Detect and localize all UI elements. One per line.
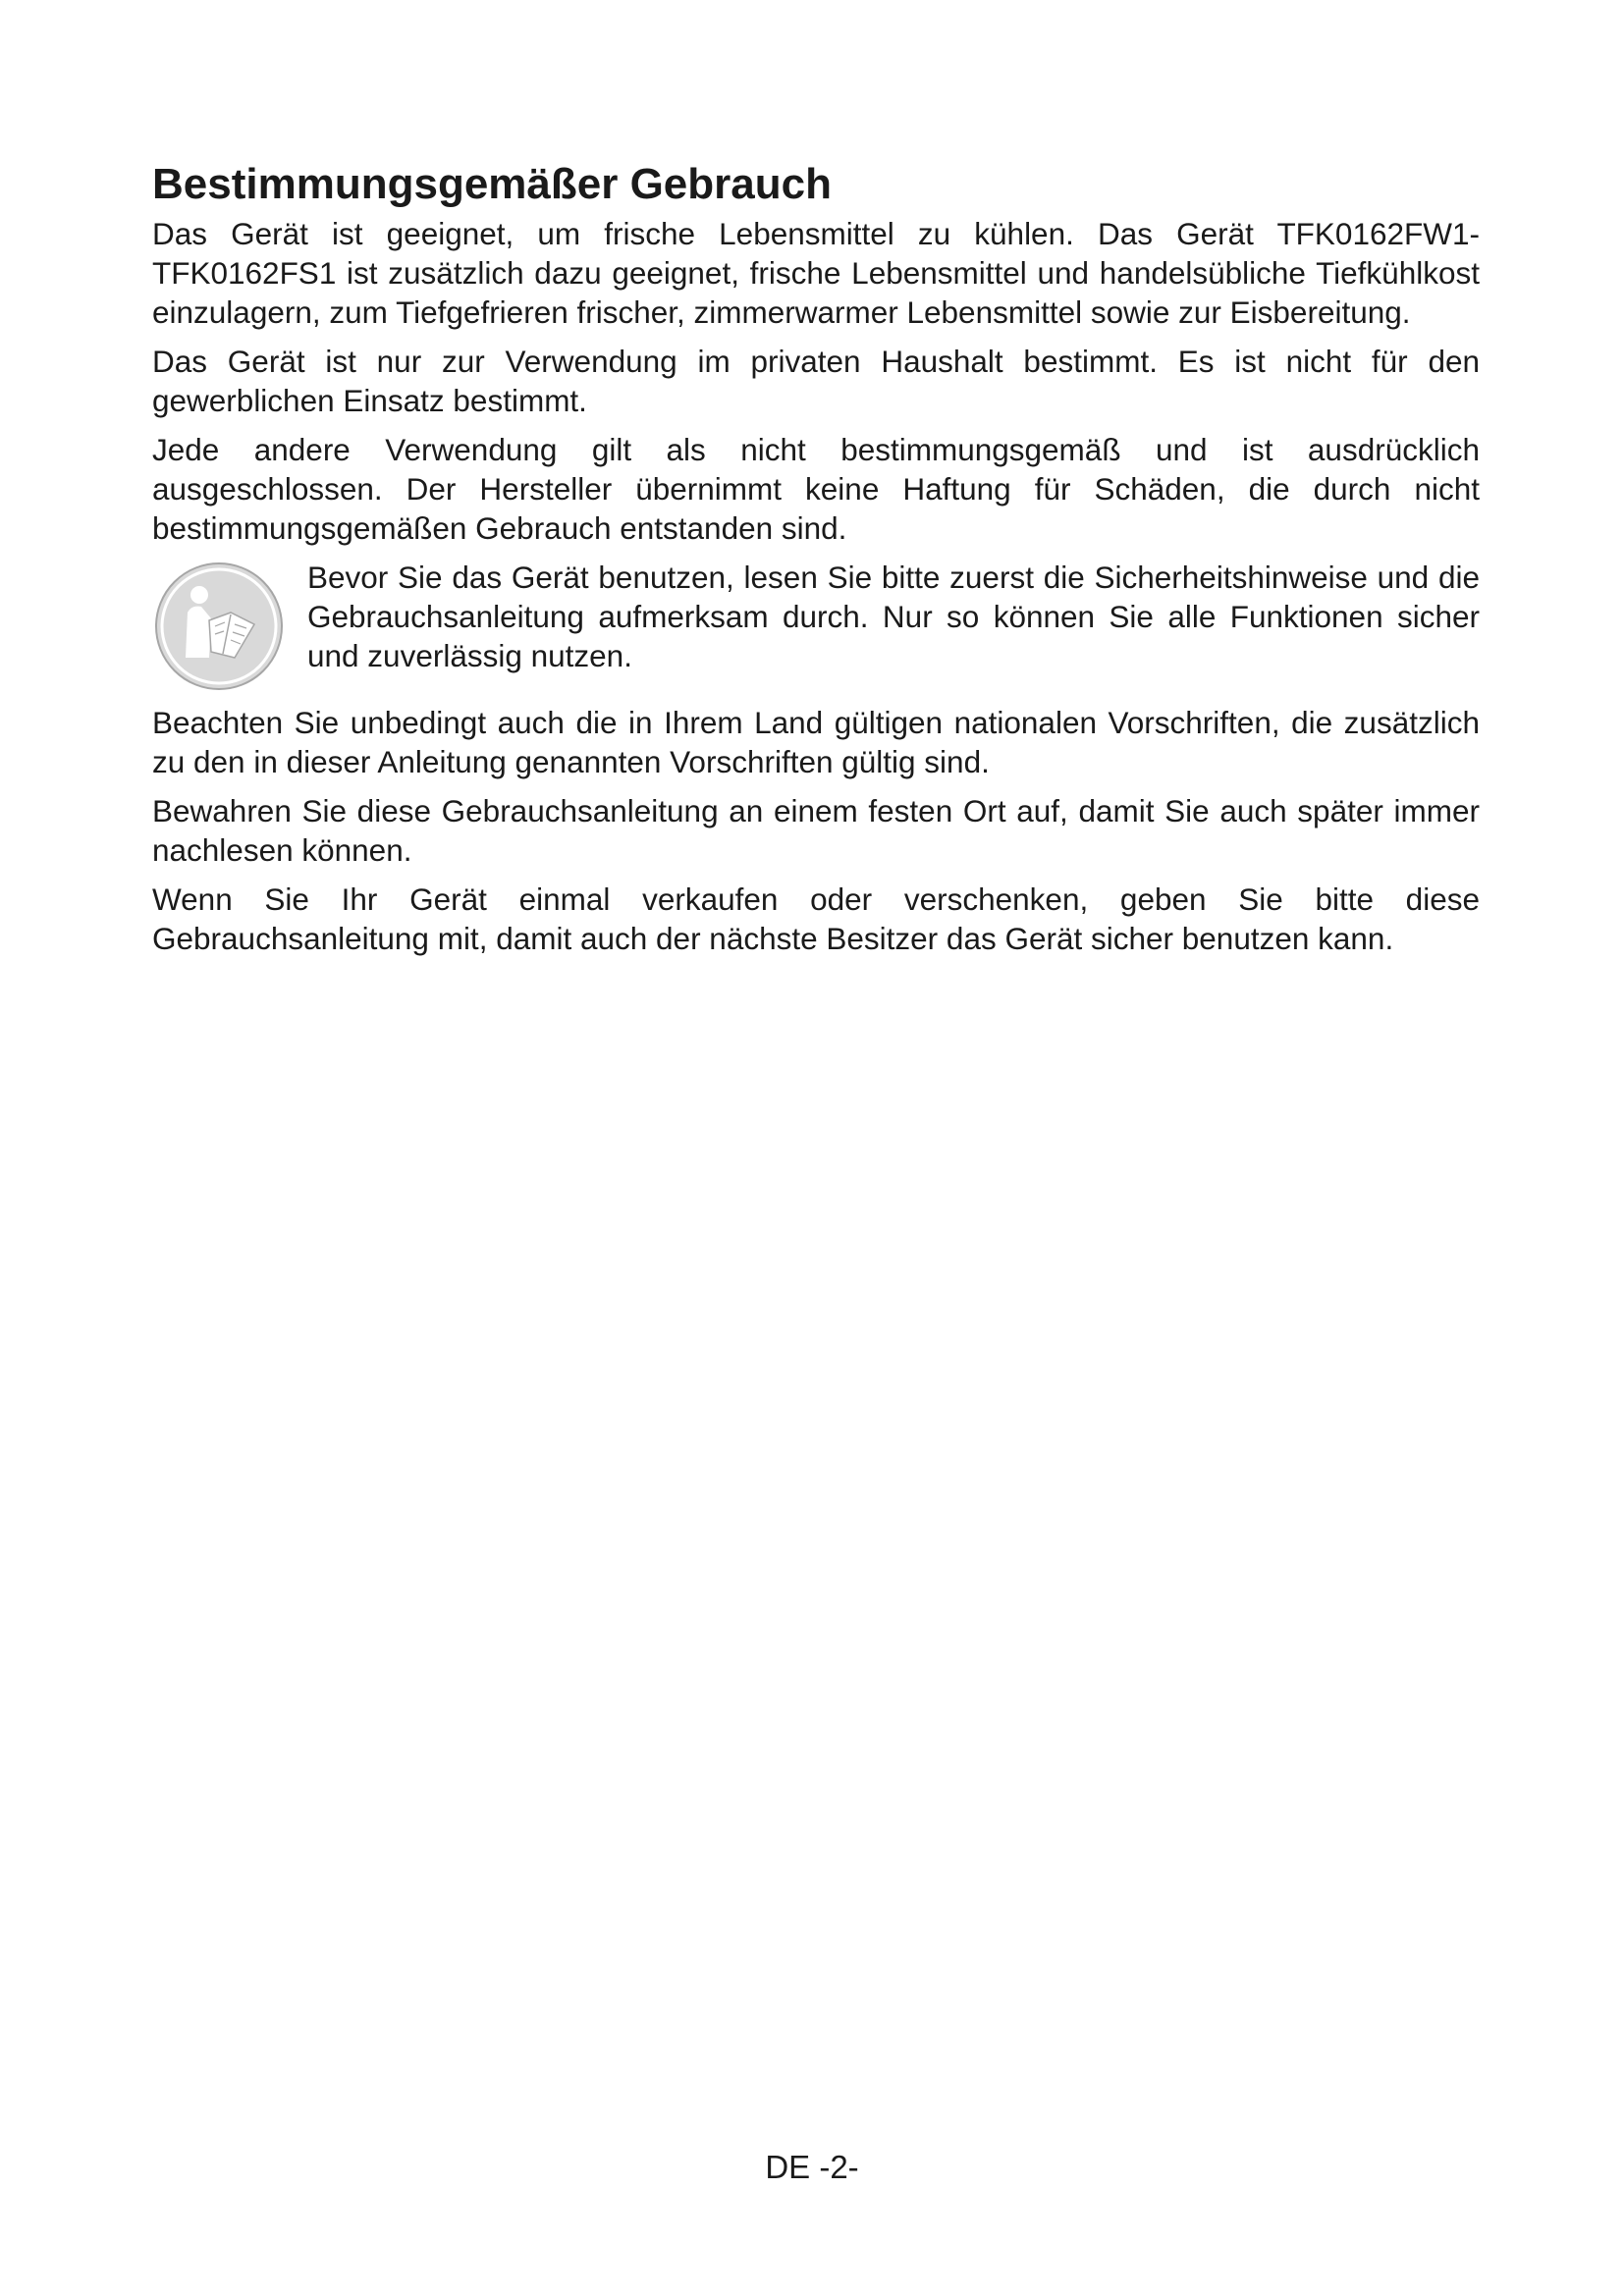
read-manual-icon <box>152 560 286 693</box>
paragraph-national-regulations: Beachten Sie unbedingt auch die in Ihrem Land gültigen nationalen Vorschriften, die zusätzlich zu den in dieser Anleitung genannten Vorschriften gültig sind. <box>152 705 1480 779</box>
paragraph-pass-on-manual: Wenn Sie Ihr Gerät einmal verkaufen oder verschenken, geben Sie bitte diese Gebrauchsanleitung mit, damit auch der nächste Besitzer das Gerät sicher benutzen kann. <box>152 881 1480 956</box>
read-manual-text: Bevor Sie das Gerät benutzen, lesen Sie bitte zuerst die Sicherheitshinweise und die Gebrauchsanleitung aufmerksam durch. Nur so können Sie alle Funktionen sicher und zuverlässig nutzen. <box>307 560 1480 673</box>
paragraph-keep-manual: Bewahren Sie diese Gebrauchsanleitung an einem festen Ort auf, damit Sie auch später immer nachlesen können. <box>152 793 1480 868</box>
page-number-footer <box>0 2148 1624 2187</box>
read-manual-note <box>152 558 1480 693</box>
paragraph-other-use: Jede andere Verwendung gilt als nicht bestimmungsgemäß und ist ausdrücklich ausgeschlossen. Der Hersteller übernimmt keine Haftung für Schäden, die durch nicht bestimmungsgemäßen Gebrauch entstanden sind. <box>152 432 1480 546</box>
paragraph-intended-use: Das Gerät ist geeignet, um frische Lebensmittel zu kühlen. Das Gerät TFK0162FW1-TFK0162FS1 ist zusätzlich dazu geeignet, frische Lebensmittel und handelsübliche Tiefkühlkost einzulagern, zum Tiefgefrieren frischer, zimmerwarmer Lebensmittel sowie zur Eisbereitung. <box>152 216 1480 330</box>
page-number: DE -2- <box>765 2149 859 2185</box>
paragraph-household-use: Das Gerät ist nur zur Verwendung im privaten Haushalt bestimmt. Es ist nicht für den gewerblichen Einsatz bestimmt. <box>152 344 1480 418</box>
page-title: Bestimmungsgemäßer Gebrauch <box>152 160 832 208</box>
document-page <box>152 159 1480 968</box>
